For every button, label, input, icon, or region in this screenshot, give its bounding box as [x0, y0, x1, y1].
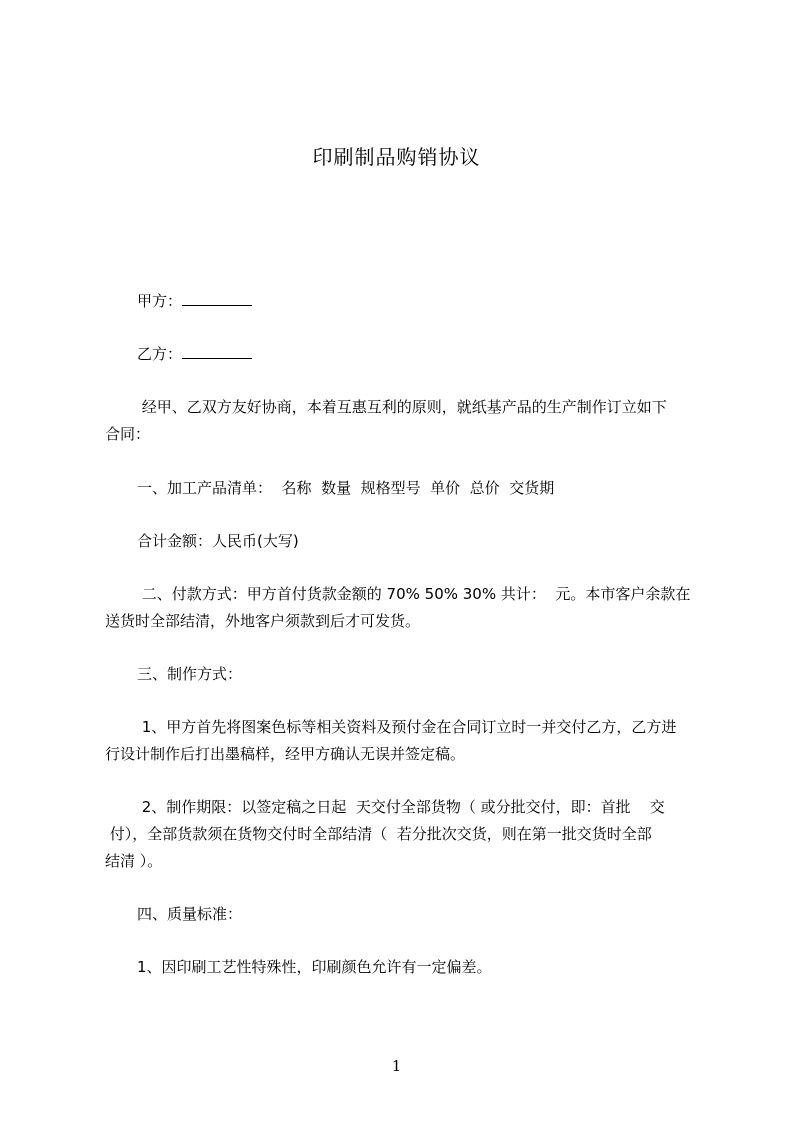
intro-line-1: 经甲、乙双方友好协商，本着互惠互利的原则，就纸基产品的生产制作订立如下	[137, 398, 667, 416]
section3-item2-line-1: 2、制作期限：以签定稿之日起 天交付全部货物（ 或分批交付，即：首批 交	[137, 798, 665, 816]
section3-item1-line-1: 1、甲方首先将图案色标等相关资料及预付金在合同订立时一并交付乙方，乙方进	[137, 718, 677, 736]
section3-heading: 三、制作方式：	[137, 665, 243, 683]
party-a-line	[137, 291, 252, 311]
section3-item1-line-2: 行设计制作后打出墨稿样，经甲方确认无误并签定稿。	[105, 745, 466, 763]
section4-item1: 1、因印刷工艺性特殊性，印刷颜色允许有一定偏差。	[137, 958, 492, 976]
document-title: 印刷制品购销协议	[312, 145, 481, 169]
party-b-line	[137, 344, 252, 364]
section1-total: 合计金额：人民币(大写)	[137, 532, 299, 550]
page-number: 1	[391, 1057, 402, 1075]
section2-line-1: 二、付款方式：甲方首付货款金额的 70% 50% 30% 共计： 元。本市客户余款在	[137, 585, 691, 603]
party-a-blank	[182, 291, 252, 306]
section3-item2-line-2: 付），全部货款须在货物交付时全部结清（ 若分批次交货，则在第一批交货时全部	[105, 825, 652, 843]
section2-line-2: 送货时全部结清，外地客户须款到后才可发货。	[105, 612, 421, 630]
party-a-label: 甲方：	[137, 292, 183, 310]
section1-heading: 一、加工产品清单： 名称 数量 规格型号 单价 总价 交货期	[137, 479, 555, 497]
intro-line-2: 合同：	[105, 425, 151, 443]
section4-heading: 四、质量标准：	[137, 905, 243, 923]
party-b-blank	[182, 344, 252, 359]
section3-item2-line-3: 结清 ）。	[105, 852, 163, 870]
party-b-label: 乙方：	[137, 345, 183, 363]
